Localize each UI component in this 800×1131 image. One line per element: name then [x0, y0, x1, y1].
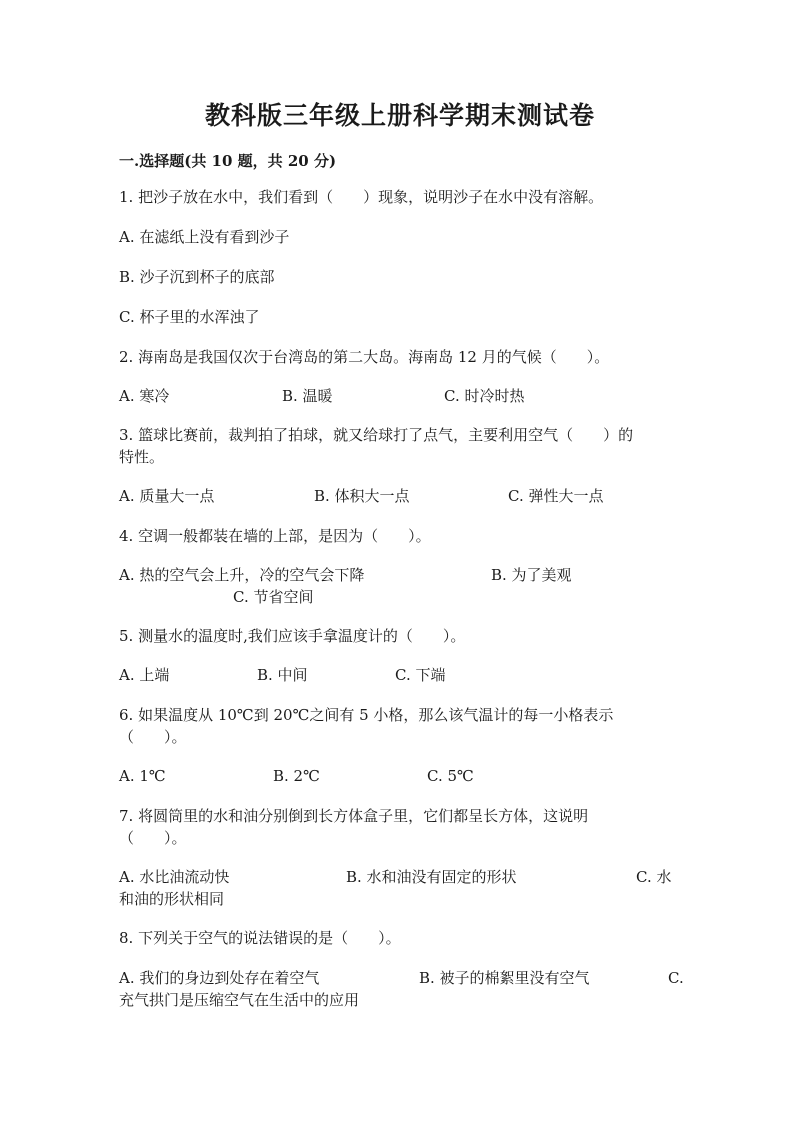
question-2-option-c: C. 时冷时热: [444, 387, 525, 405]
question-5-stem: 5. 测量水的温度时,我们应该手拿温度计的（ ）。: [119, 627, 466, 645]
question-7-stem-line-2: （ ）。: [119, 829, 187, 847]
question-3-stem-line-2: 特性。: [119, 448, 165, 466]
question-1-option-a: A. 在滤纸上没有看到沙子: [119, 228, 290, 246]
question-6-stem-line-1: 6. 如果温度从 10℃到 20℃之间有 5 小格，那么该气温计的每一小格表示: [119, 706, 614, 724]
question-7-option-b: B. 水和油没有固定的形状: [346, 868, 517, 886]
question-8-option-b: B. 被子的棉絮里没有空气: [419, 969, 590, 987]
page-title: 教科版三年级上册科学期末测试卷: [204, 101, 595, 130]
question-1-option-b: B. 沙子沉到杯子的底部: [119, 268, 275, 286]
question-5-option-b: B. 中间: [257, 666, 308, 684]
question-6-option-a: A. 1℃: [119, 767, 166, 785]
question-4-option-b: B. 为了美观: [491, 566, 572, 584]
question-7-option-c-end: 和油的形状相同: [119, 890, 225, 908]
question-8-option-c-start: C.: [668, 969, 684, 987]
question-8-option-a: A. 我们的身边到处存在着空气: [119, 969, 320, 987]
question-8-stem: 8. 下列关于空气的说法错误的是（ ）。: [119, 929, 401, 947]
question-3-option-b: B. 体积大一点: [314, 487, 410, 505]
question-4-option-a: A. 热的空气会上升，冷的空气会下降: [119, 566, 365, 584]
question-6-option-c: C. 5℃: [427, 767, 474, 785]
section-heading: 一.选择题(共 10 题，共 20 分): [119, 152, 337, 170]
question-1-option-c: C. 杯子里的水浑浊了: [119, 308, 260, 326]
question-7-option-a: A. 水比油流动快: [119, 868, 230, 886]
question-6-option-b: B. 2℃: [273, 767, 320, 785]
question-3-option-a: A. 质量大一点: [119, 487, 215, 505]
question-5-option-a: A. 上端: [119, 666, 170, 684]
question-4-stem: 4. 空调一般都装在墙的上部，是因为（ ）。: [119, 527, 431, 545]
question-8-option-c-end: 充气拱门是压缩空气在生活中的应用: [119, 991, 360, 1009]
question-2-stem: 2. 海南岛是我国仅次于台湾岛的第二大岛。海南岛 12 月的气候（ ）。: [119, 348, 610, 366]
question-7-stem-line-1: 7. 将圆筒里的水和油分别倒到长方体盒子里，它们都呈长方体，这说明: [119, 807, 589, 825]
question-7-option-c-start: C. 水: [636, 868, 672, 886]
question-3-option-c: C. 弹性大一点: [508, 487, 604, 505]
question-5-option-c: C. 下端: [395, 666, 446, 684]
question-4-option-c: C. 节省空间: [233, 588, 314, 606]
question-3-stem-line-1: 3. 篮球比赛前，裁判拍了拍球，就又给球打了点气，主要利用空气（ ）的: [119, 426, 634, 444]
question-2-option-a: A. 寒冷: [119, 387, 170, 405]
question-2-option-b: B. 温暖: [282, 387, 333, 405]
question-6-stem-line-2: （ ）。: [119, 728, 187, 746]
question-1-stem: 1. 把沙子放在水中，我们看到（ ）现象，说明沙子在水中没有溶解。: [119, 188, 604, 206]
